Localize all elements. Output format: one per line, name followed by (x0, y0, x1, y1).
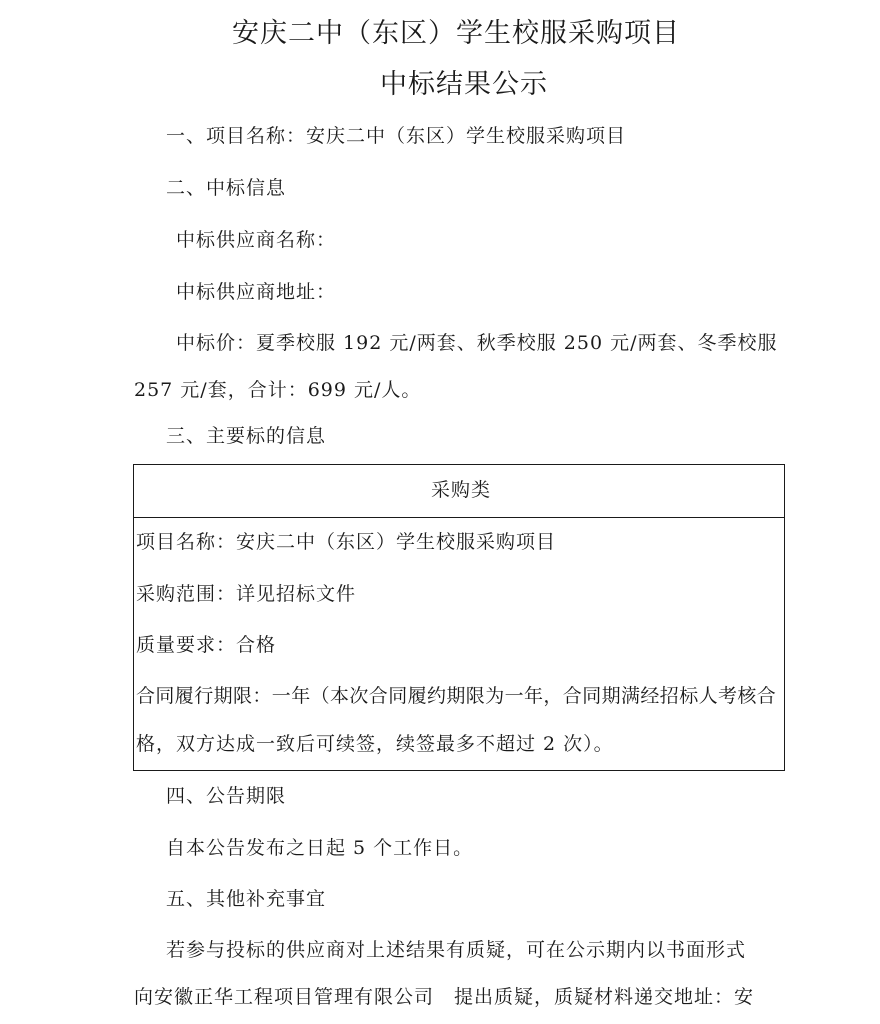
table-project-name: 项目名称：安庆二中（东区）学生校服采购项目 (136, 531, 557, 553)
supplier-address-label: 中标供应商地址： (176, 281, 337, 303)
document-title: 安庆二中（东区）学生校服采购项目 (232, 18, 680, 49)
section-3-heading: 三、主要标的信息 (166, 425, 327, 447)
section-2-heading: 二、中标信息 (166, 177, 287, 199)
table-contract-term-line-2: 格，双方达成一致后可续签，续签最多不超过 2 次）。 (136, 733, 614, 755)
announcement-period-text: 自本公告发布之日起 5 个工作日。 (166, 837, 474, 859)
section-4-heading: 四、公告期限 (166, 785, 287, 807)
subject-info-table (133, 464, 785, 771)
table-contract-term-line-1: 合同履行期限：一年（本次合同履约期限为一年，合同期满经招标人考核合 (136, 685, 777, 707)
document-subtitle: 中标结果公示 (380, 69, 548, 100)
supplementary-line-2: 向安徽正华工程项目管理有限公司 提出质疑，质疑材料递交地址：安 (134, 986, 755, 1008)
table-header-divider (134, 517, 784, 518)
table-header: 采购类 (431, 479, 492, 501)
table-procurement-scope: 采购范围：详见招标文件 (136, 583, 357, 605)
bid-price-line-1: 中标价：夏季校服 192 元/两套、秋季校服 250 元/两套、冬季校服 (176, 332, 778, 354)
bid-price-line-2: 257 元/套，合计：699 元/人。 (134, 379, 422, 401)
section-5-heading: 五、其他补充事宜 (166, 888, 327, 910)
table-quality-requirement: 质量要求：合格 (136, 634, 277, 656)
supplier-name-label: 中标供应商名称： (176, 229, 337, 251)
supplementary-line-1: 若参与投标的供应商对上述结果有质疑，可在公示期内以书面形式 (166, 939, 747, 961)
section-1-project-name: 一、项目名称：安庆二中（东区）学生校服采购项目 (166, 125, 627, 147)
